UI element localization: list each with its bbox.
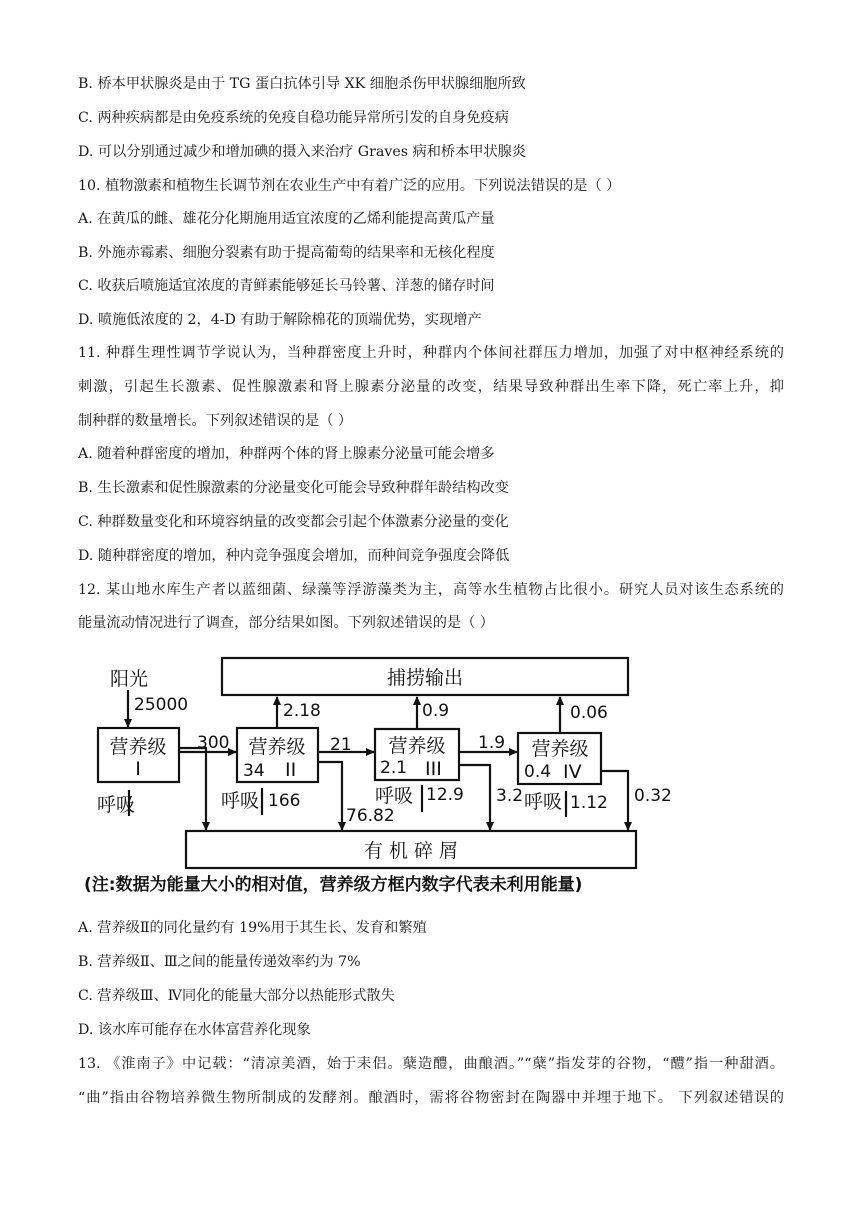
q11-stem-line2: 刺激，引起生长激素、促性腺激素和肾上腺素分泌量的改变，结果导致种群出生率下降，死亡率上升，抑 xyxy=(78,379,784,395)
q13-stem-line2: “曲”指由谷物培养微生物所制成的发酵剂。酿酒时，需将谷物密封在陶器中并埋于地下。 下列叙述错误的 xyxy=(78,1090,784,1106)
q9-option-b: B. 桥本甲状腺炎是由于 TG 蛋白抗体引导 XK 细胞杀伤甲状腺细胞所致 xyxy=(78,76,526,92)
q11-option-d: D. 随种群密度的增加，种内竞争强度会增加，而种间竞争强度会降低 xyxy=(78,548,510,564)
q11-option-a: A. 随着种群密度的增加，种群两个体的肾上腺素分泌量可能会增多 xyxy=(78,446,495,462)
q11-option-c: C. 种群数量变化和环境容纳量的改变都会引起个体激素分泌量的变化 xyxy=(78,514,509,530)
q11-option-b: B. 生长激素和促性腺激素的分泌量变化可能会导致种群年龄结构改变 xyxy=(78,480,509,496)
q10-option-c: C. 收获后喷施适宜浓度的青鲜素能够延长马铃薯、洋葱的储存时间 xyxy=(78,278,495,294)
detritus-label: 有 机 碎 屑 xyxy=(363,840,459,862)
q12-option-a: A. 营养级Ⅱ的同化量约有 19%用于其生长、发育和繁殖 xyxy=(78,920,427,936)
q10-option-a: A. 在黄瓜的雌、雄花分化期施用适宜浓度的乙烯利能提高黄瓜产量 xyxy=(78,211,495,227)
level-4-respiration-label: 呼吸 xyxy=(524,791,563,813)
diagram-note: (注:数据为能量大小的相对值，营养级方框内数字代表未利用能量) xyxy=(84,875,583,895)
q9-option-c: C. 两种疾病都是由免疫系统的免疫自稳功能异常所引发的自身免疫病 xyxy=(78,110,509,126)
flow-1-to-2-value: 300 xyxy=(197,733,230,753)
trophic-level-1-word: 营养级 xyxy=(109,736,167,758)
q12-stem-line2: 能量流动情况进行了调查，部分结果如图。下列叙述错误的是（ ） xyxy=(78,615,494,631)
q11-stem-line1: 11. 种群生理性调节学说认为，当种群密度上升时，种群内个体间社群压力增加，加强了对中枢神经系统的 xyxy=(78,345,784,361)
sunlight-input-value: 25000 xyxy=(134,695,189,715)
level-2-respiration-value: 166 xyxy=(268,791,301,811)
level-2-detritus-value: 76.82 xyxy=(346,806,395,826)
trophic-level-2-numeral: II xyxy=(285,759,297,781)
level-3-respiration-value: 12.9 xyxy=(426,785,464,805)
level-4-unused-value: 0.4 xyxy=(524,762,552,782)
level-3-respiration-label: 呼吸 xyxy=(375,785,414,807)
trophic-level-3-numeral: III xyxy=(425,758,442,780)
level-2-to-detritus-arrow xyxy=(318,762,342,830)
level-1-to-detritus-arrow xyxy=(179,748,206,830)
harvest-output-label: 捕捞输出 xyxy=(386,667,464,689)
flow-3-to-4-value: 1.9 xyxy=(478,733,506,753)
q10-option-d: D. 喷施低浓度的 2，4-D 有助于解除棉花的顶端优势，实现增产 xyxy=(78,312,482,328)
q9-option-d: D. 可以分别通过减少和增加碘的摄入来治疗 Graves 病和桥本甲状腺炎 xyxy=(78,144,527,160)
level-3-harvest-value: 0.9 xyxy=(422,701,450,721)
q12-option-d: D. 该水库可能存在水体富营养化现象 xyxy=(78,1022,311,1038)
q10-option-b: B. 外施赤霉素、细胞分裂素有助于提高葡萄的结果率和无核化程度 xyxy=(78,245,495,261)
level-3-unused-value: 2.1 xyxy=(380,758,408,778)
q12-option-c: C. 营养级Ⅲ、Ⅳ同化的能量大部分以热能形式散失 xyxy=(78,988,395,1004)
trophic-level-1-numeral: I xyxy=(135,758,141,780)
level-2-respiration-label: 呼吸 xyxy=(221,790,260,812)
level-4-harvest-value: 0.06 xyxy=(570,703,608,723)
level-1-respiration-label: 呼吸 xyxy=(97,794,136,816)
q11-stem-line3: 制种群的数量增长。下列叙述错误的是（ ） xyxy=(78,413,353,429)
trophic-level-3-word: 营养级 xyxy=(388,735,446,757)
level-3-detritus-value: 3.2 xyxy=(496,786,524,806)
level-4-respiration-value: 1.12 xyxy=(570,793,608,813)
level-2-unused-value: 34 xyxy=(243,761,265,781)
sunlight-label: 阳光 xyxy=(110,668,149,690)
q10-stem: 10. 植物激素和植物生长调节剂在农业生产中有着广泛的应用。下列说法错误的是（ ） xyxy=(78,178,621,194)
q13-stem-line1: 13. 《淮南子》中记载：“清凉美酒，始于耒侣。蘖造醴，曲酿酒。”“蘖”指发芽的谷物，“醴”指一种甜酒。 xyxy=(78,1056,784,1072)
q12-option-b: B. 营养级Ⅱ、Ⅲ之间的能量传递效率约为 7% xyxy=(78,954,361,970)
q12-stem-line1: 12. 某山地水库生产者以蓝细菌、绿藻等浮游藻类为主，高等水生植物占比很小。研究人员对该生态系统的 xyxy=(78,582,784,598)
trophic-level-2-word: 营养级 xyxy=(248,736,306,758)
trophic-level-4-word: 营养级 xyxy=(531,738,589,760)
trophic-level-4-numeral: IV xyxy=(563,761,582,783)
level-2-harvest-value: 2.18 xyxy=(283,701,321,721)
level-4-detritus-value: 0.32 xyxy=(634,786,672,806)
flow-2-to-3-value: 21 xyxy=(330,735,352,755)
